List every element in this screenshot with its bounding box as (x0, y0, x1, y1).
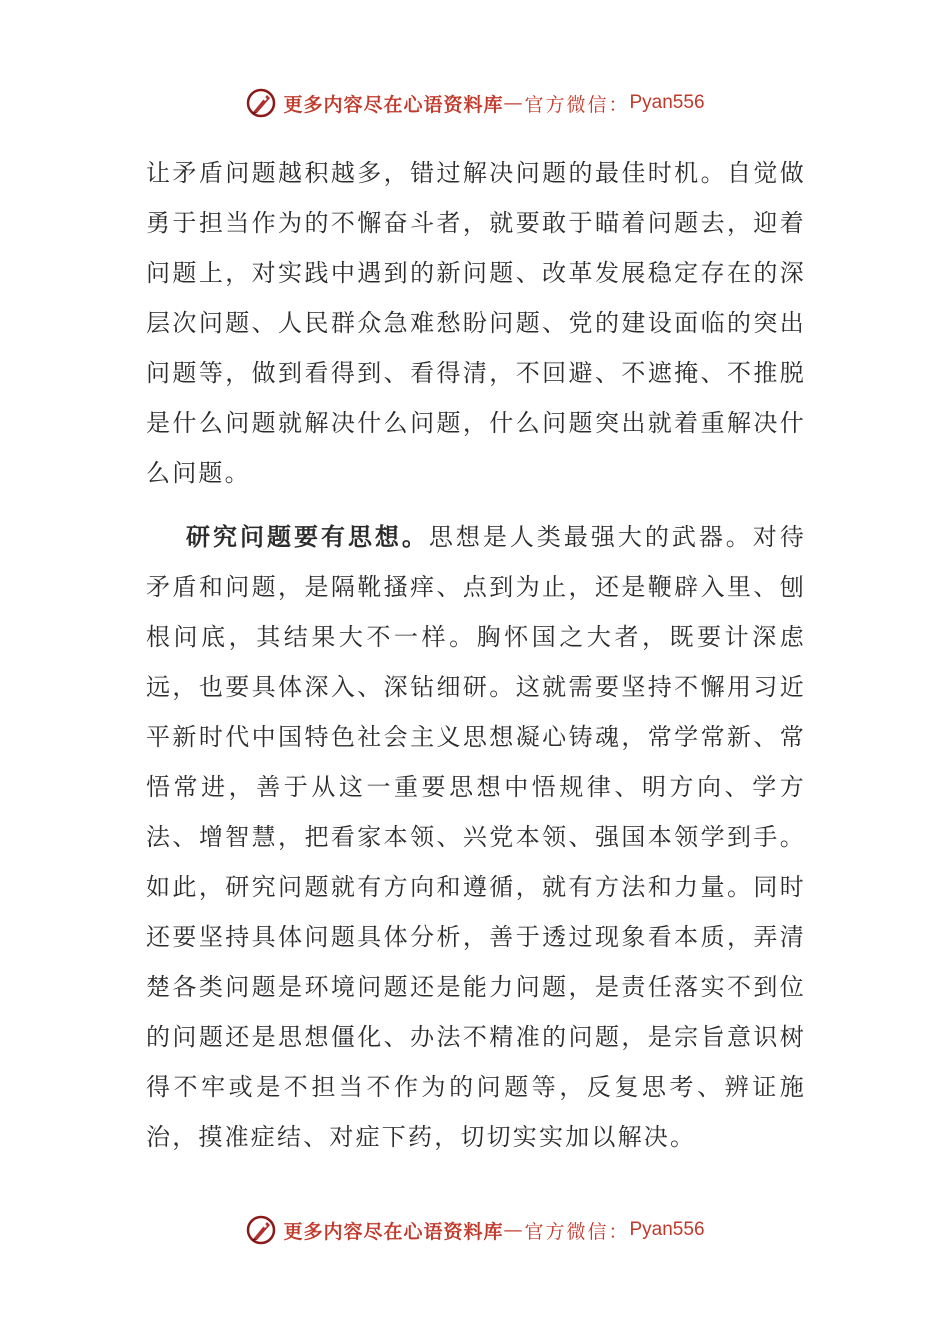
article-body (146, 148, 806, 1162)
header-banner (0, 83, 950, 123)
pen-nib-logo-icon (245, 87, 277, 119)
header-wechat-id: Pyan556 (629, 92, 705, 113)
paragraph-1 (146, 148, 806, 498)
paragraph-2-lead: 研究问题要有思想。 (186, 522, 429, 551)
footer-site-name: 更多内容尽在心语资料库 (283, 1220, 504, 1243)
header-site-name: 更多内容尽在心语资料库 (283, 93, 504, 116)
pen-nib-logo-icon (245, 1214, 277, 1246)
paragraph-2-text: 思想是人类最强大的武器。对待矛盾和问题，是隔靴搔痒、点到为止，还是鞭辟入里、刨根问底，其结果大不一样。胸怀国之大者，既要计深虑远，也要具体深入、深钻细研。这就需要坚持不懈用习近平新时代中国特色社会主义思想凝心铸魂，常学常新、常悟常进，善于从这一重要思想中悟规律、明方向、学方法、增智慧，把看家本领、兴党本领、强国本领学到手。如此，研究问题就有方向和遵循，就有方法和力量。同时还要坚持具体问题具体分析，善于透过现象看本质，弄清楚各类问题是环境问题还是能力问题，是责任落实不到位的问题还是思想僵化、办法不精准的问题，是宗旨意识树得不牢或是不担当不作为的问题等，反复思考、辨证施治，摸准症结、对症下药，切切实实加以解决。 (146, 523, 806, 1151)
footer-dash: — (503, 1219, 525, 1241)
header-wechat-label: 官方微信： (524, 93, 630, 116)
paragraph-1-text: 让矛盾问题越积越多，错过解决问题的最佳时机。自觉做勇于担当作为的不懈奋斗者，就要敢于瞄着问题去，迎着问题上，对实践中遇到的新问题、改革发展稳定存在的深层次问题、人民群众急难愁盼问题、党的建设面临的突出问题等，做到看得到、看得清，不回避、不遮掩、不推脱是什么问题就解决什么问题，什么问题突出就着重解决什么问题。 (146, 159, 806, 487)
footer-banner (0, 1210, 950, 1250)
footer-wechat-id: Pyan556 (629, 1219, 705, 1240)
footer-wechat-label: 官方微信： (524, 1220, 630, 1243)
header-dash: — (503, 92, 525, 114)
paragraph-2 (146, 512, 806, 1162)
